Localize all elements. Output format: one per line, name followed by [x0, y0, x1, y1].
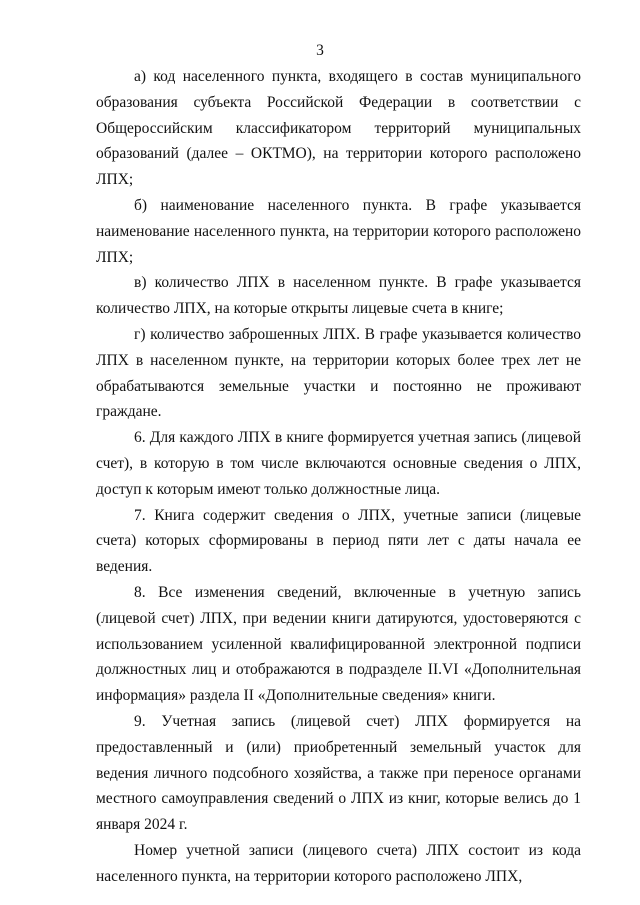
- paragraph-item-a: а) код населенного пункта, входящего в состав муниципального образования субъекта Российской Федерации в соответствии с Общероссийским классификатором территорий муниципальных образований (далее – ОКТМО), на территории которого расположено ЛПХ;: [96, 68, 581, 189]
- page-number: 3: [316, 42, 324, 59]
- paragraph-item-g: г) количество заброшенных ЛПХ. В графе указывается количество ЛПХ в населенном пункте, на территории которых более трех лет не обрабатываются земельные участки и постоянно не проживают граждане.: [96, 325, 581, 421]
- paragraph-item-b: б) наименование населенного пункта. В графе указывается наименование населенного пункта, на территории которого расположено ЛПХ;: [96, 196, 581, 266]
- paragraph-item-v: в) количество ЛПХ в населенном пункте. В графе указывается количество ЛПХ, на которые открыты лицевые счета в книге;: [96, 274, 581, 318]
- paragraph-7: 7. Книга содержит сведения о ЛПХ, учетные записи (лицевые счета) которых сформированы в период пяти лет с даты начала ее ведения.: [96, 506, 581, 576]
- paragraph-account-number: Номер учетной записи (лицевого счета) ЛПХ состоит из кода населенного пункта, на территории которого расположено ЛПХ,: [96, 841, 581, 885]
- paragraph-6: 6. Для каждого ЛПХ в книге формируется учетная запись (лицевой счет), в которую в том числе включаются основные сведения о ЛПХ, доступ к которым имеют только должностные лица.: [96, 429, 581, 498]
- paragraph-8: 8. Все изменения сведений, включенные в учетную запись (лицевой счет) ЛПХ, при ведении книги датируются, удостоверяются с использованием усиленной квалифицированной электронной подписи должностных лиц и отображаются в подразделе II.VI «Дополнительная информация» раздела II «Дополнительные сведения» книги.: [96, 583, 581, 705]
- paragraph-9: 9. Учетная запись (лицевой счет) ЛПХ формируется на предоставленный и (или) приобретенный земельный участок для ведения личного подсобного хозяйства, а также при переносе органами местного самоуправления сведений о ЛПХ из книг, которые велись до 1 января 2024 г.: [96, 712, 581, 834]
- document-body: [96, 64, 581, 890]
